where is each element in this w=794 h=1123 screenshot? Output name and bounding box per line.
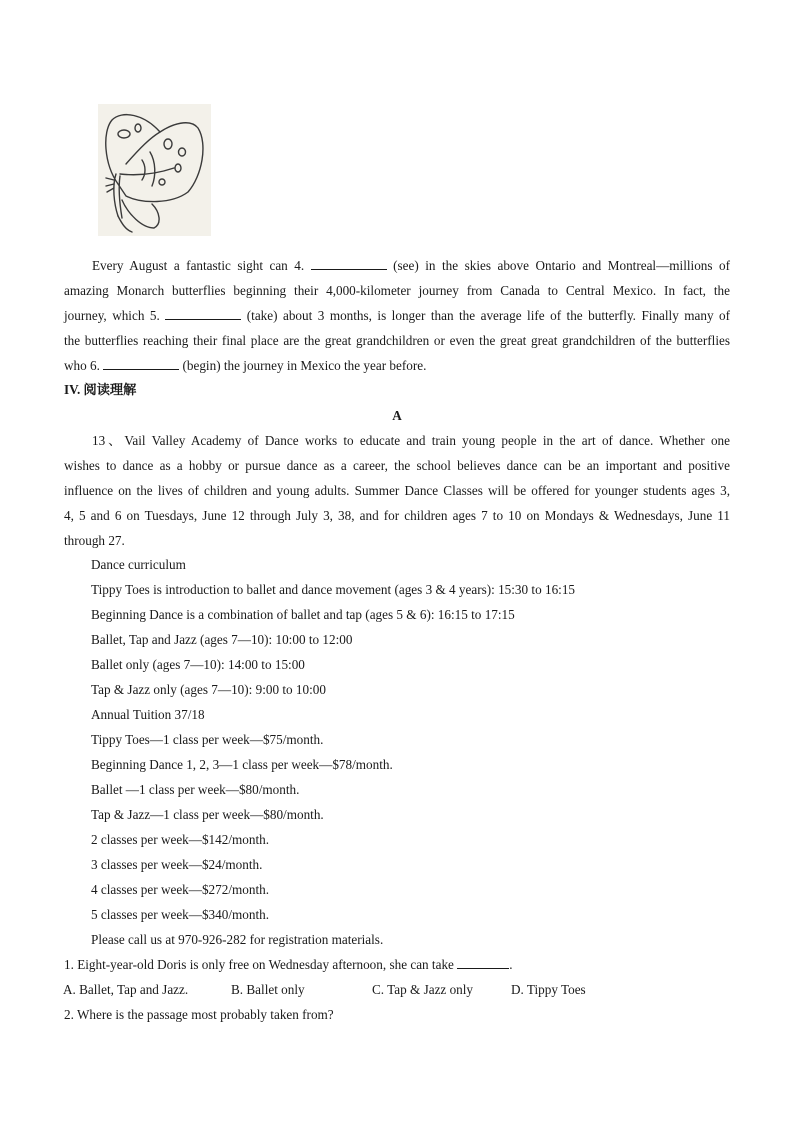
list-item: Tap & Jazz—1 class per week—$80/month. [91,807,324,822]
option-d[interactable]: D. Tippy Toes [511,982,586,997]
option-b[interactable]: B. Ballet only [231,982,305,997]
answer-blank-4[interactable] [311,257,387,270]
option-c[interactable]: C. Tap & Jazz only [372,982,474,997]
question-2: 2. Where is the passage most probably taken from? [64,1007,334,1022]
list-item: 2 classes per week—$142/month. [91,832,269,847]
passage1-text: (see) in the skies above Ontario and Montreal—millions of [393,258,730,273]
option-a[interactable]: A. Ballet, Tap and Jazz. [63,982,189,997]
passage1-line-1 [92,257,730,275]
list-item: Ballet only (ages 7—10): 14:00 to 15:00 [91,657,305,672]
list-item: Ballet, Tap and Jazz (ages 7—10): 10:00 to 12:00 [91,632,353,647]
list-item: Beginning Dance is a combination of ballet and tap (ages 5 & 6): 16:15 to 17:15 [91,607,515,622]
list-item: 5 classes per week—$340/month. [91,907,269,922]
passage2-line-4: 4, 5 and 6 on Tuesdays, June 12 through July 3, 38, and for children ages 7 to 10 on Mondays & Wednesdays, June 11 [64,508,730,523]
list-item: Beginning Dance 1, 2, 3—1 class per week—$78/month. [91,757,393,772]
passage1-line-3 [64,307,730,325]
question-1 [64,956,730,974]
part-label: A [392,408,402,423]
passage1-text: (begin) the journey in Mexico the year before. [182,358,427,373]
passage1-line-5 [64,357,730,375]
list-item: Dance curriculum [91,557,186,572]
passage1-text: (take) about 3 months, is longer than the average life of the butterfly. Finally many of [246,308,731,323]
list-item: Annual Tuition 37/18 [91,707,205,722]
list-item: Tippy Toes is introduction to ballet and dance movement (ages 3 & 4 years): 15:30 to 16:15 [91,582,576,597]
butterfly-illustration [98,104,211,236]
passage2-line-5: through 27. [64,533,125,548]
section-heading: IV. 阅读理解 [64,382,137,397]
passage2-line-1: 13、Vail Valley Academy of Dance works to educate and train young people in the art of dance. Whether one [92,433,730,448]
question-1-stem: 1. Eight-year-old Doris is only free on Wednesday afternoon, she can take [64,957,454,972]
passage1-text: journey, which 5. [64,308,160,323]
list-item: 3 classes per week—$24/month. [91,857,263,872]
list-item: Tap & Jazz only (ages 7—10): 9:00 to 10:00 [91,682,326,697]
list-item: Ballet —1 class per week—$80/month. [91,782,300,797]
list-item: 4 classes per week—$272/month. [91,882,269,897]
question-1-period: . [509,957,513,972]
passage1-text: Every August a fantastic sight can 4. [92,258,305,273]
passage1-line-4: the butterflies reaching their final place are the great grandchildren or even the great great grandchildren of the butterflies [64,333,730,348]
passage2-line-3: influence on the lives of children and young adults. Summer Dance Classes will be offered for younger students ages 3, [64,483,730,498]
passage1-line-2: amazing Monarch butterflies beginning their 4,000-kilometer journey from Canada to Central Mexico. In fact, the [64,283,730,298]
passage1-text: who 6. [64,358,100,373]
answer-blank-q1[interactable] [457,956,509,969]
passage2-line-2: wishes to dance as a hobby or pursue dance as a career, the school believes dance can be an important and positive [64,458,730,473]
answer-blank-5[interactable] [165,307,241,320]
answer-blank-6[interactable] [103,357,179,370]
butterfly-icon [98,104,211,236]
list-item: Please call us at 970-926-282 for registration materials. [91,932,384,947]
list-item: Tippy Toes—1 class per week—$75/month. [91,732,324,747]
